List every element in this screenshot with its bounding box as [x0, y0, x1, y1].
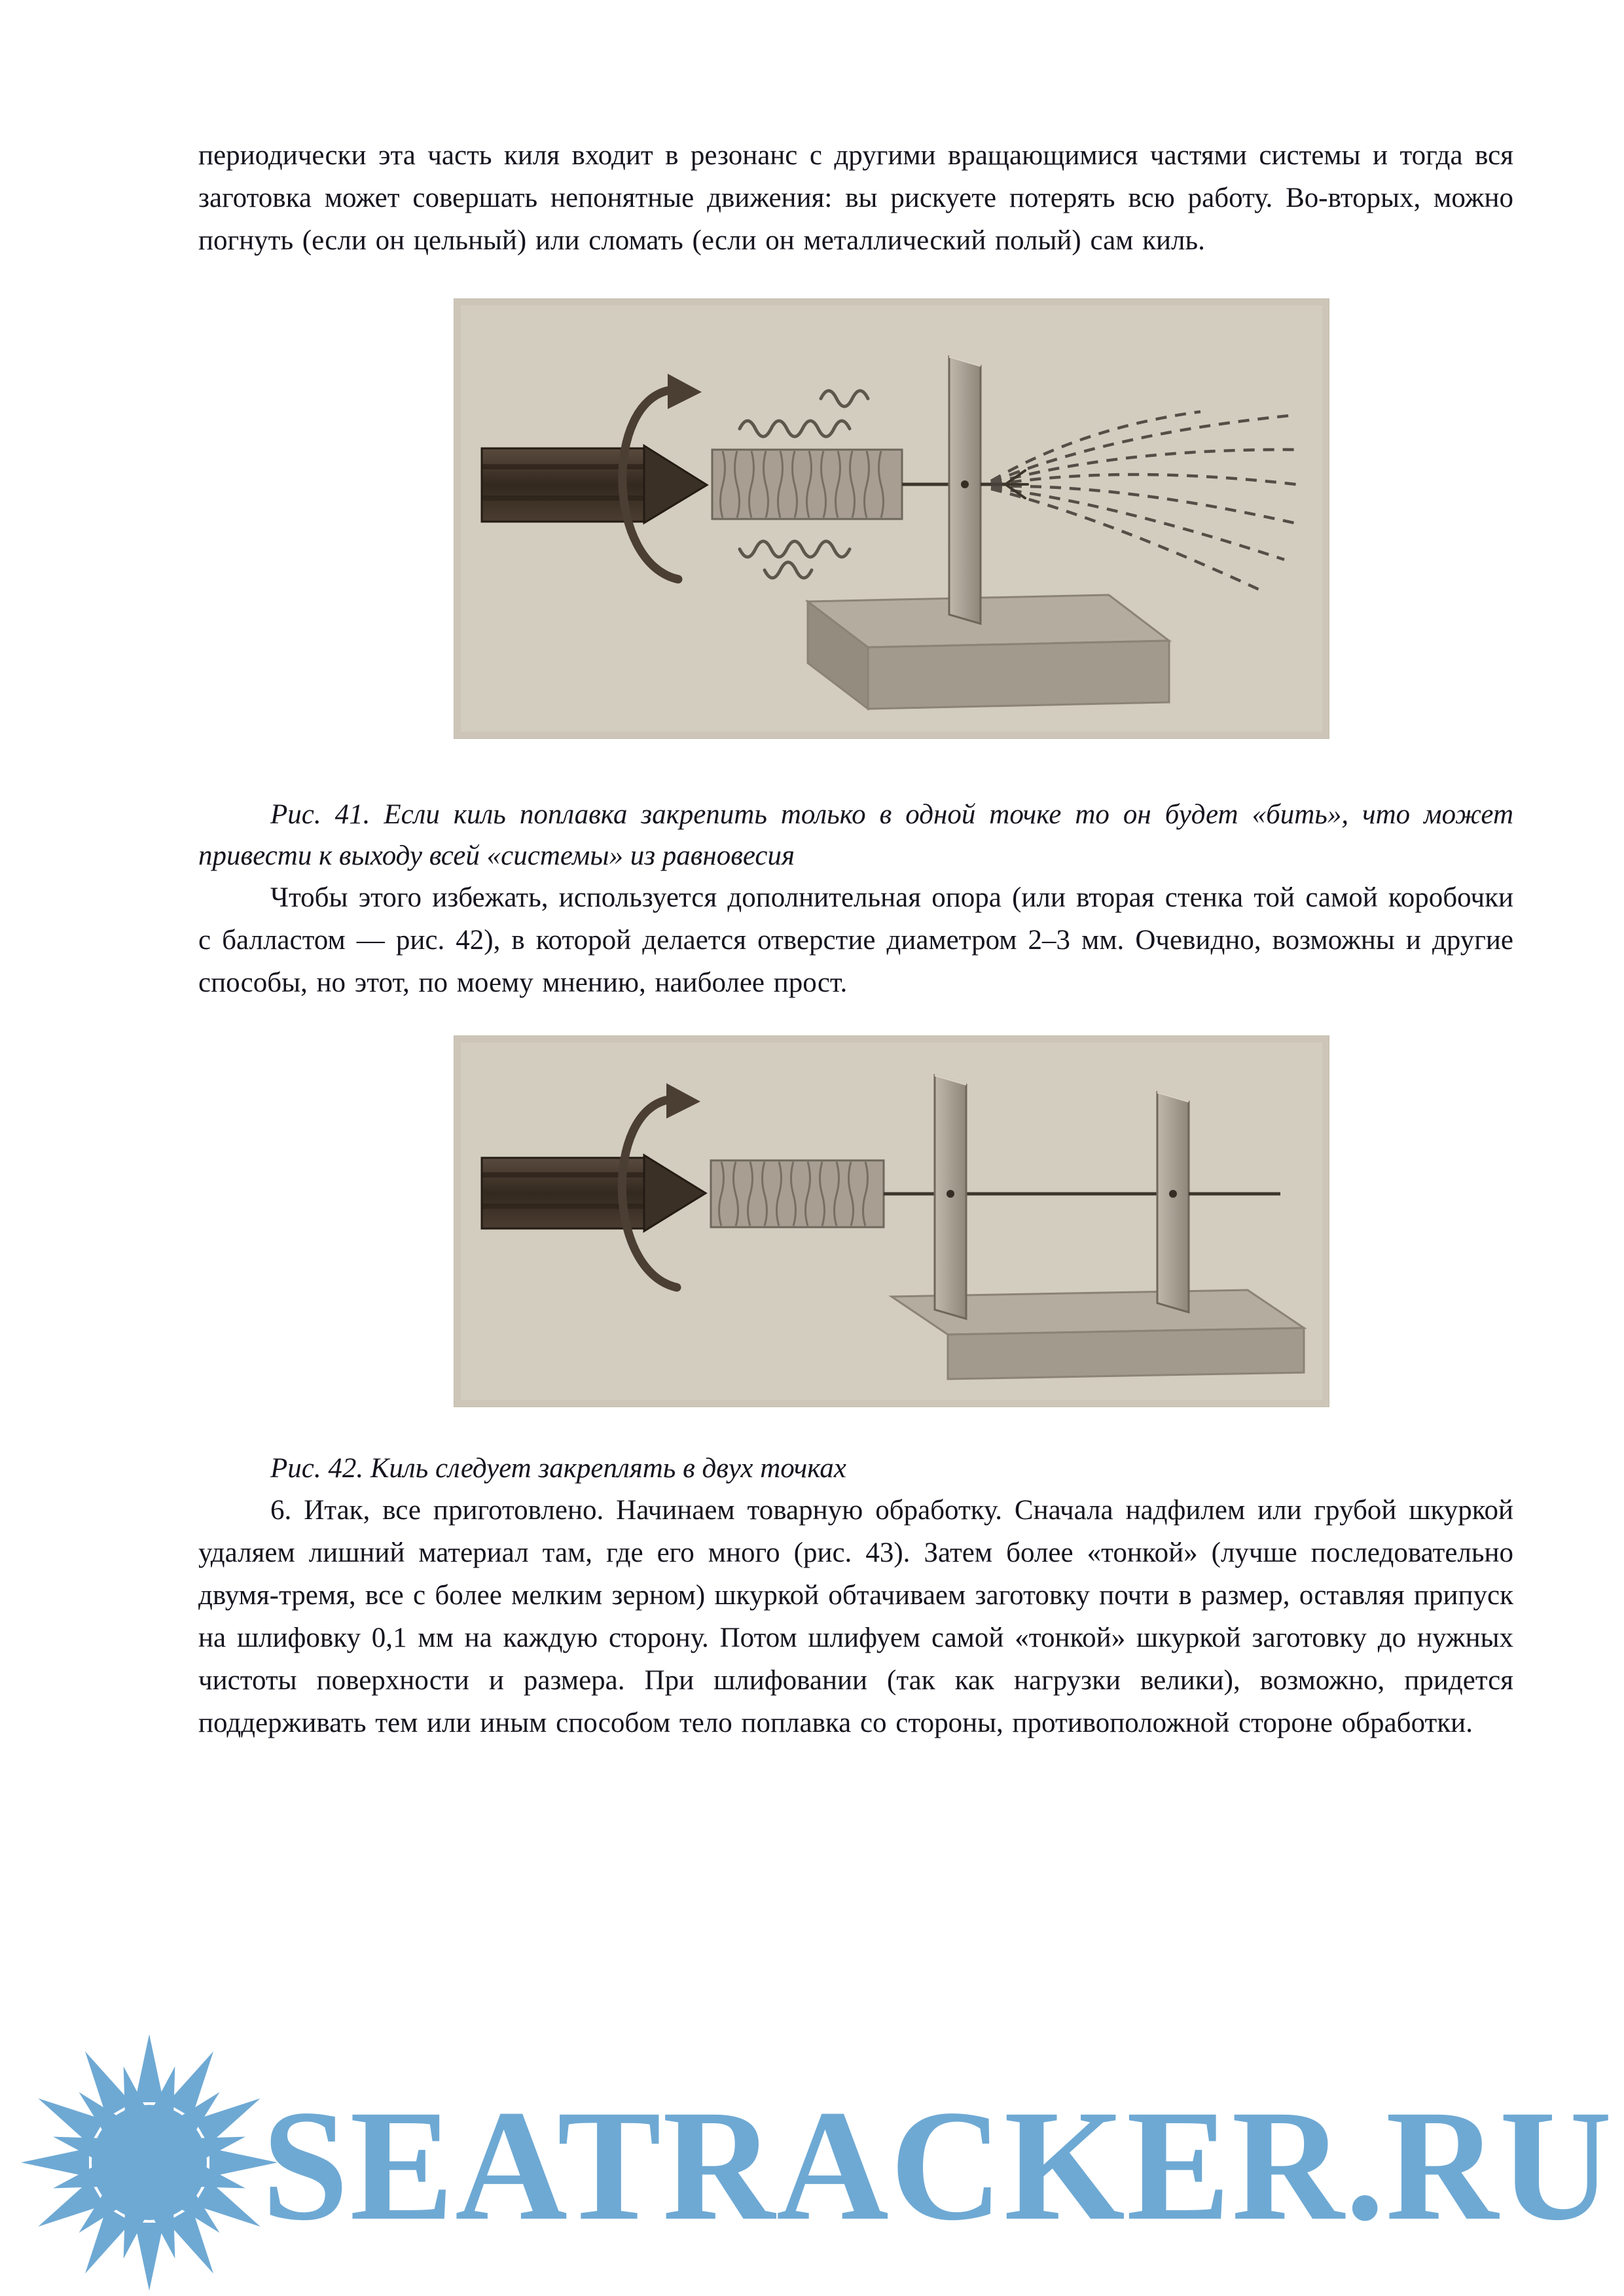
body-paragraph-2: Чтобы этого избежать, используется дополнительная опора (или вторая стенка той самой коробочки с балластом — рис. 42), в которой делается отверстие диаметром 2–3 мм. Очевидно, возможны и другие способы, но этот, по моему мнению, наиболее прост.	[198, 882, 1513, 998]
figure-42-image	[454, 1035, 1329, 1407]
figure-42-caption: Рис. 42. Киль следует закреплять в двух точках	[270, 1453, 846, 1484]
watermark-site-text: SEATRACKER.RU	[262, 2077, 1614, 2253]
figure-41-image	[454, 298, 1329, 739]
figure-41-caption: Рис. 41. Если киль поплавка закрепить только в одной точке то он будет «бить», что может привести к выходу всей «системы» из равновесия	[198, 799, 1513, 871]
body-paragraph-3: 6. Итак, все приготовлено. Начинаем товарную обработку. Сначала надфилем или грубой шкуркой удаляем лишний материал там, где его много (рис. 43). Затем более «тонкой» (лучше последовательно двумя-тремя, все с более мелким зерном) шкуркой обтачиваем заготовку почти в размер, оставляя припуск на шлифовку 0,1 мм на каждую сторону. Потом шлифуем самой «тонкой» шкуркой заготовку до нужных чистоты поверхности и размера. При шлифовании (так как нагрузки велики), возможно, придется поддерживать тем или иным способом тело поплавка со стороны, противоположной стороне обработки.	[198, 1495, 1513, 1738]
figure-41	[454, 298, 1328, 739]
body-paragraph-1: периодически эта часть киля входит в резонанс с другими вращающимися частями системы и тогда вся заготовка может совершать непонятные движения: вы рискуете потерять всю работу. Во-вторых, можно погнуть (если он цельный) или сломать (если он металлический полый) сам киль.	[198, 140, 1513, 256]
watermark	[0, 1995, 1624, 2270]
sun-logo-icon	[18, 2032, 280, 2293]
figure-42	[454, 1035, 1328, 1407]
